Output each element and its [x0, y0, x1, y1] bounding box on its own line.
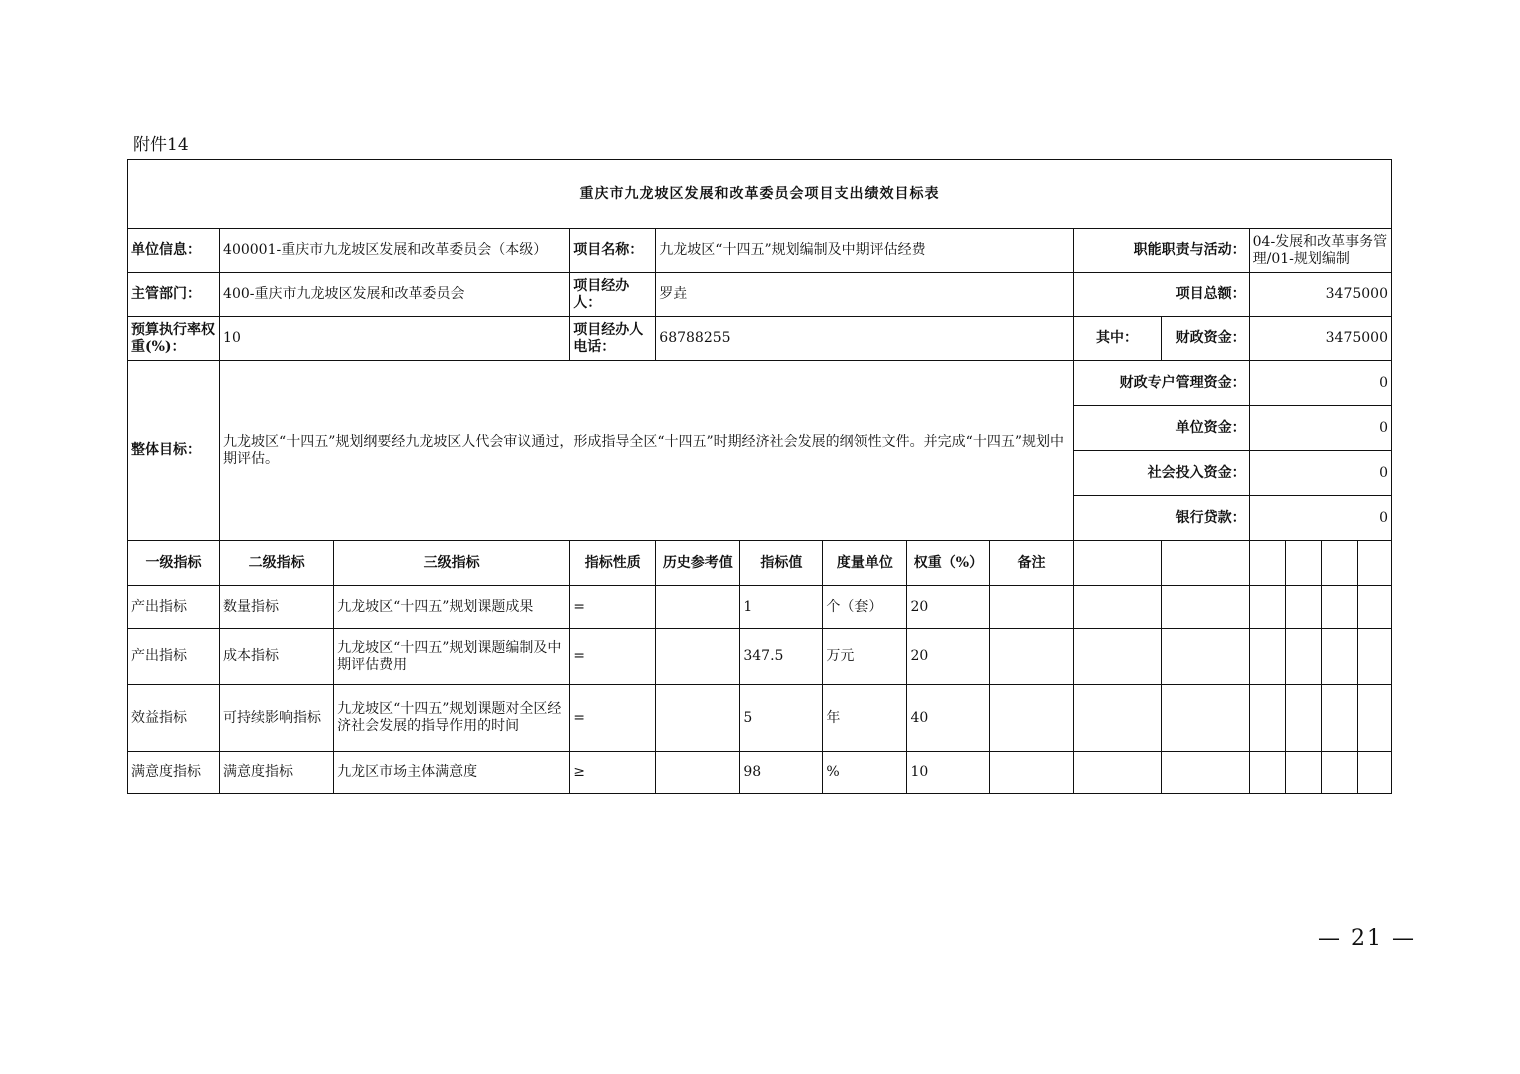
- table-row: [128, 752, 1392, 794]
- unit-funds-label: 单位资金：: [1073, 406, 1249, 451]
- document-title: 重庆市九龙坡区发展和改革委员会项目支出绩效目标表: [128, 160, 1392, 229]
- unit-info-label: 单位信息：: [128, 229, 220, 273]
- level1-cell: 效益指标: [128, 685, 220, 752]
- overall-goal-label: 整体目标：: [128, 361, 220, 541]
- nature-cell: =: [570, 685, 656, 752]
- empty-cell: [1161, 586, 1249, 629]
- level1-cell: 满意度指标: [128, 752, 220, 794]
- supervising-dept-value: 400-重庆市九龙坡区发展和改革委员会: [220, 273, 570, 317]
- level3-cell: 九龙区市场主体满意度: [334, 752, 570, 794]
- level3-cell: 九龙坡区“十四五”规划课题对全区经济社会发展的指导作用的时间: [334, 685, 570, 752]
- empty-cell: [1073, 629, 1161, 685]
- empty-cell: [1073, 586, 1161, 629]
- empty-cell: [1161, 685, 1249, 752]
- fiscal-funds-value: 3475000: [1249, 317, 1391, 361]
- empty-cell: [1357, 685, 1391, 752]
- level2-cell: 成本指标: [220, 629, 334, 685]
- level2-cell: 数量指标: [220, 586, 334, 629]
- special-account-funds-label: 财政专户管理资金：: [1073, 361, 1249, 406]
- history-cell: [656, 629, 740, 685]
- supervising-dept-label: 主管部门：: [128, 273, 220, 317]
- header-unit: 度量单位: [823, 541, 907, 586]
- manager-phone-label: 项目经办人电话：: [570, 317, 656, 361]
- nature-cell: ≥: [570, 752, 656, 794]
- empty-cell: [1321, 541, 1357, 586]
- page-number: — 21 —: [1318, 926, 1416, 951]
- unit-funds-value: 0: [1249, 406, 1391, 451]
- weight-cell: 20: [907, 629, 990, 685]
- indicator-header-row: [128, 541, 1392, 586]
- level1-cell: 产出指标: [128, 586, 220, 629]
- history-cell: [656, 685, 740, 752]
- value-cell: 98: [740, 752, 823, 794]
- unit-info-value: 400001-重庆市九龙坡区发展和改革委员会（本级）: [220, 229, 570, 273]
- level2-cell: 可持续影响指标: [220, 685, 334, 752]
- unit-cell: 年: [823, 685, 907, 752]
- header-weight: 权重（%）: [907, 541, 990, 586]
- among-label: 其中：: [1073, 317, 1161, 361]
- duty-activity-value: 04-发展和改革事务管理/01-规划编制: [1249, 229, 1391, 273]
- project-total-label: 项目总额：: [1073, 273, 1249, 317]
- table-row: [128, 685, 1392, 752]
- empty-cell: [1321, 586, 1357, 629]
- project-total-value: 3475000: [1249, 273, 1391, 317]
- empty-cell: [1357, 629, 1391, 685]
- nature-cell: =: [570, 629, 656, 685]
- project-manager-label: 项目经办人：: [570, 273, 656, 317]
- header-level2: 二级指标: [220, 541, 334, 586]
- note-cell: [990, 586, 1073, 629]
- header-level1: 一级指标: [128, 541, 220, 586]
- history-cell: [656, 586, 740, 629]
- weight-cell: 20: [907, 586, 990, 629]
- empty-cell: [1285, 629, 1321, 685]
- level3-cell: 九龙坡区“十四五”规划课题成果: [334, 586, 570, 629]
- project-manager-value: 罗垚: [656, 273, 1073, 317]
- budget-weight-value: 10: [220, 317, 570, 361]
- empty-cell: [1285, 752, 1321, 794]
- empty-cell: [1249, 586, 1285, 629]
- overall-goal-value: 九龙坡区“十四五”规划纲要经九龙坡区人代会审议通过，形成指导全区“十四五”时期经济社会发展的纲领性文件。并完成“十四五”规划中期评估。: [220, 361, 1073, 541]
- unit-cell: %: [823, 752, 907, 794]
- empty-cell: [1161, 629, 1249, 685]
- header-note: 备注: [990, 541, 1073, 586]
- empty-cell: [1161, 752, 1249, 794]
- empty-cell: [1161, 541, 1249, 586]
- empty-cell: [1249, 541, 1285, 586]
- empty-cell: [1321, 752, 1357, 794]
- empty-cell: [1249, 752, 1285, 794]
- project-name-value: 九龙坡区“十四五”规划编制及中期评估经费: [656, 229, 1073, 273]
- unit-cell: 万元: [823, 629, 907, 685]
- empty-cell: [1357, 586, 1391, 629]
- unit-cell: 个（套）: [823, 586, 907, 629]
- performance-target-table: [127, 159, 1392, 794]
- bank-loan-value: 0: [1249, 496, 1391, 541]
- empty-cell: [1321, 629, 1357, 685]
- empty-cell: [1073, 541, 1161, 586]
- header-value: 指标值: [740, 541, 823, 586]
- note-cell: [990, 685, 1073, 752]
- empty-cell: [1249, 629, 1285, 685]
- empty-cell: [1357, 541, 1391, 586]
- empty-cell: [1321, 685, 1357, 752]
- level2-cell: 满意度指标: [220, 752, 334, 794]
- header-level3: 三级指标: [334, 541, 570, 586]
- social-investment-value: 0: [1249, 451, 1391, 496]
- header-history: 历史参考值: [656, 541, 740, 586]
- table-row: [128, 586, 1392, 629]
- empty-cell: [1285, 541, 1321, 586]
- social-investment-label: 社会投入资金：: [1073, 451, 1249, 496]
- empty-cell: [1285, 685, 1321, 752]
- value-cell: 347.5: [740, 629, 823, 685]
- weight-cell: 40: [907, 685, 990, 752]
- bank-loan-label: 银行贷款：: [1073, 496, 1249, 541]
- empty-cell: [1357, 752, 1391, 794]
- project-name-label: 项目名称：: [570, 229, 656, 273]
- nature-cell: =: [570, 586, 656, 629]
- level3-cell: 九龙坡区“十四五”规划课题编制及中期评估费用: [334, 629, 570, 685]
- history-cell: [656, 752, 740, 794]
- attachment-label: 附件14: [133, 135, 189, 155]
- empty-cell: [1285, 586, 1321, 629]
- empty-cell: [1249, 685, 1285, 752]
- manager-phone-value: 68788255: [656, 317, 1073, 361]
- level1-cell: 产出指标: [128, 629, 220, 685]
- budget-weight-label: 预算执行率权重(%)：: [128, 317, 220, 361]
- weight-cell: 10: [907, 752, 990, 794]
- note-cell: [990, 629, 1073, 685]
- header-nature: 指标性质: [570, 541, 656, 586]
- table-row: [128, 629, 1392, 685]
- empty-cell: [1073, 685, 1161, 752]
- empty-cell: [1073, 752, 1161, 794]
- note-cell: [990, 752, 1073, 794]
- fiscal-funds-label: 财政资金：: [1161, 317, 1249, 361]
- special-account-funds-value: 0: [1249, 361, 1391, 406]
- value-cell: 1: [740, 586, 823, 629]
- duty-activity-label: 职能职责与活动：: [1073, 229, 1249, 273]
- value-cell: 5: [740, 685, 823, 752]
